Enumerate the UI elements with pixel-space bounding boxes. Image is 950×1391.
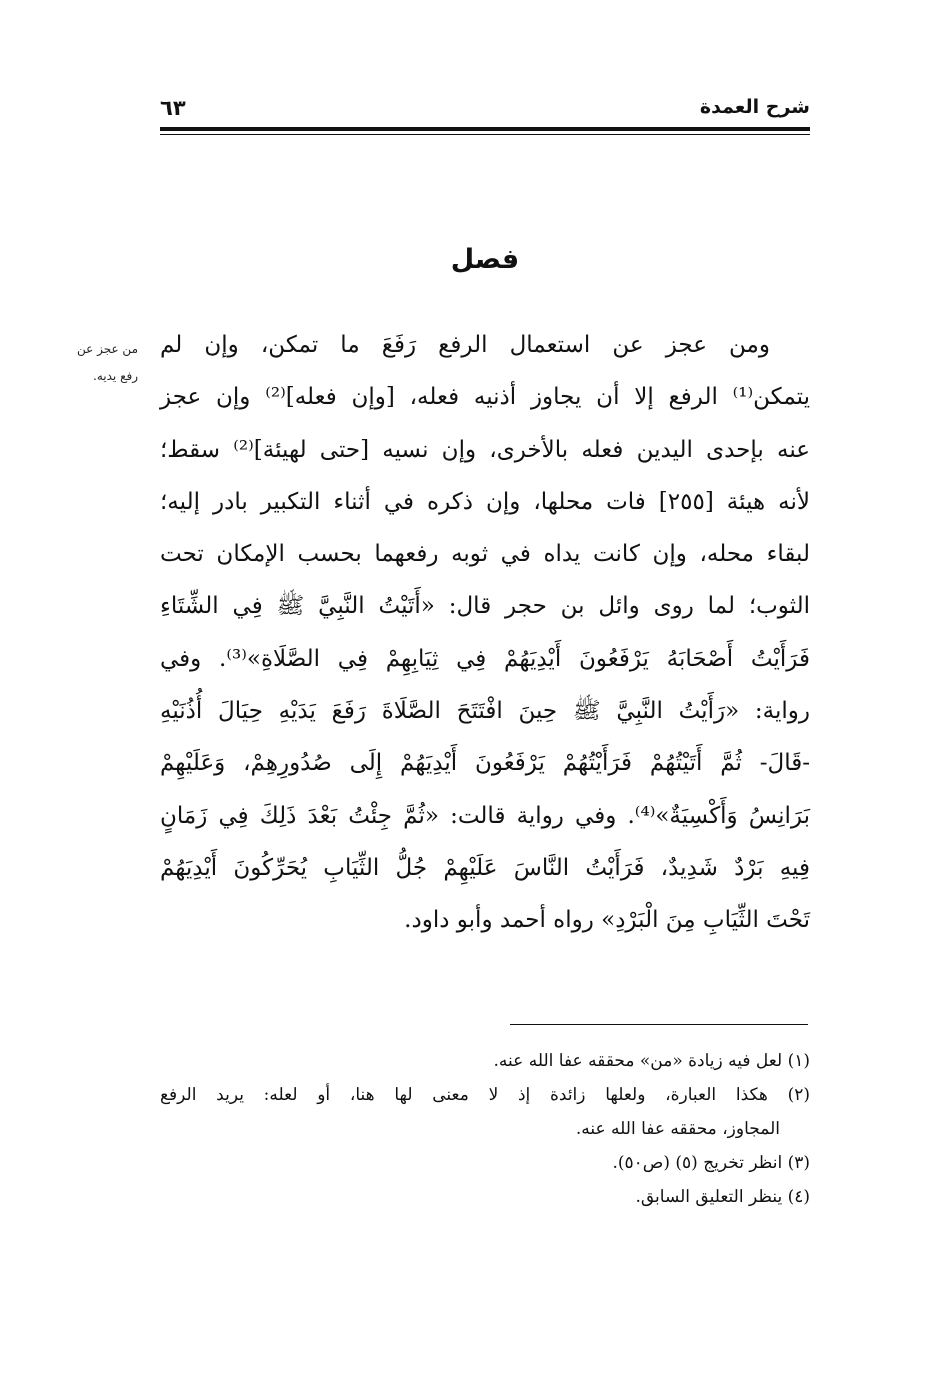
section-heading: فصل bbox=[450, 244, 520, 275]
running-head bbox=[160, 96, 810, 122]
footnote: (١) لعل فيه زيادة «من» محققه عفا الله عنه. bbox=[493, 1051, 810, 1071]
body-line: تَحْتَ الثِّيَابِ مِنَ الْبَرْدِ» رواه أحمد وأبو داود. bbox=[404, 907, 810, 934]
body-line: فَرَأَيْتُ أَصْحَابَهُ يَرْفَعُونَ أَيْدِيَهُمْ فِي ثِيَابِهِمْ فِي الصَّلَاةِ»⁽³⁾. وفي bbox=[160, 645, 810, 672]
body-line: بَرَانِسُ وَأَكْسِيَةٌ»⁽⁴⁾. وفي رواية قالت: «ثُمَّ جِئْتُ بَعْدَ ذَلِكَ فِي زَمَانٍ bbox=[160, 802, 810, 829]
footnote-continuation: المجاوز، محققه عفا الله عنه. bbox=[575, 1119, 780, 1139]
footnote: (٢) هكذا العبارة، ولعلها زائدة إذ لا معنى لها هنا، أو لعله: يريد الرفع bbox=[160, 1085, 810, 1105]
body-line: يتمكن⁽¹⁾ الرفع إلا أن يجاوز أذنيه فعله، [وإن فعله]⁽²⁾ وإن عجز bbox=[160, 384, 810, 411]
footnote-separator bbox=[510, 1024, 808, 1025]
margin-note-line: رفع يديه. bbox=[93, 369, 138, 383]
body-text bbox=[160, 319, 810, 947]
running-head-title: شرح العمدة bbox=[699, 96, 810, 118]
footnotes bbox=[160, 1044, 810, 1214]
body-line: عنه بإحدى اليدين فعله بالأخرى، وإن نسيه [حتى لهيئة]⁽²⁾ سقط؛ bbox=[160, 436, 810, 463]
body-line: -قَالَ- ثُمَّ أَتَيْتُهُمْ فَرَأَيْتُهُمْ يَرْفَعُونَ أَيْدِيَهُمْ إِلَى صُدُورِهِمْ، وَعَلَيْهِمْ bbox=[160, 750, 810, 777]
body-line: رواية: «رَأَيْتُ النَّبِيَّ ﷺ حِينَ افْتَتَحَ الصَّلَاةَ رَفَعَ يَدَيْهِ حِيَالَ أُذُنَيْهِ bbox=[160, 698, 810, 725]
margin-note bbox=[30, 336, 138, 390]
body-line: ومن عجز عن استعمال الرفع رَفَعَ ما تمكن، وإن لم bbox=[160, 332, 770, 358]
body-line: فِيهِ بَرْدٌ شَدِيدٌ، فَرَأَيْتُ النَّاسَ عَلَيْهِمْ جُلُّ الثِّيَابِ يُحَرِّكُونَ أَيْدِيَهُمْ bbox=[160, 854, 810, 881]
page-number: ٦٣ bbox=[160, 96, 186, 120]
footnote: (٣) انظر تخريج (٥) (ص٥٠). bbox=[612, 1153, 810, 1173]
body-line: لبقاء محله، وإن كانت يداه في ثوبه رفعهما بحسب الإمكان تحت bbox=[160, 541, 810, 568]
margin-note-line: من عجز عن bbox=[76, 342, 138, 356]
header-rule-thin bbox=[160, 134, 810, 135]
header-rule-thick bbox=[160, 127, 810, 131]
footnote: (٤) ينظر التعليق السابق. bbox=[635, 1187, 810, 1207]
body-line: الثوب؛ لما روى وائل بن حجر قال: «أَتَيْتُ النَّبِيَّ ﷺ فِي الشِّتَاءِ bbox=[160, 593, 810, 620]
body-line: لأنه هيئة [٢٥٥] فات محلها، وإن ذكره في أثناء التكبير بادر إليه؛ bbox=[160, 488, 810, 515]
